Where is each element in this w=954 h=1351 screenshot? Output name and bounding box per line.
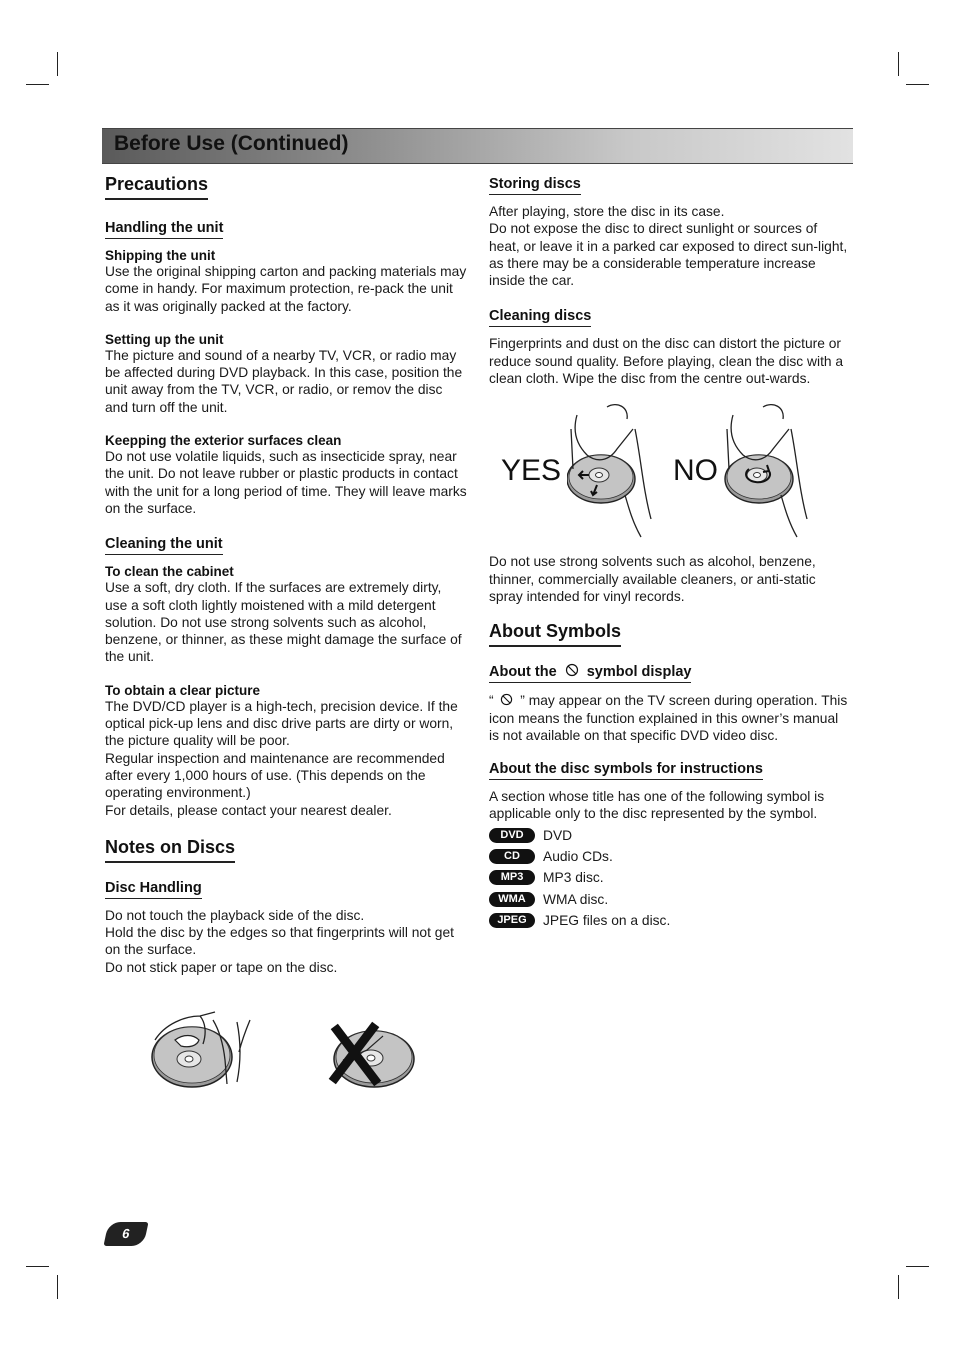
disc-symbols-text: A section whose title has one of the following symbol is applicable only to the disc represented by the symbol. (489, 789, 825, 822)
symbol-label: JPEG files on a disc. (543, 913, 671, 929)
picture-text: For details, please contact your nearest dealer. (105, 802, 392, 818)
dvd-badge: DVD (489, 828, 535, 843)
picture-text: Regular inspection and maintenance are recommended after every 1,000 hours of use. (This depends on the operating environment.) (105, 750, 445, 801)
shipping-text: Use the original shipping carton and packing materials may come in handy. For maximum protection, re-pack the unit as it was originally packed at the factory. (105, 264, 467, 314)
disc-cleaning-correct-icon (567, 399, 667, 539)
crop-mark (57, 52, 58, 76)
crop-mark (898, 1275, 899, 1299)
cleaning-discs-heading: Cleaning discs (489, 308, 591, 327)
exterior-text: Do not use volatile liquids, such as insecticide spray, near the unit. Do not leave rubber or plastic products in contact with the unit for a long period of time. They will leave marks on the surface. (105, 449, 467, 516)
disc-symbol-list (489, 825, 851, 931)
symbol-label: DVD (543, 827, 573, 843)
disc-handling-text: Hold the disc by the edges so that fingerprints will not get on the surface. (105, 925, 454, 958)
storing-text: After playing, store the disc in its case. (489, 204, 725, 219)
symbol-display-text (489, 692, 851, 744)
no-label: NO (673, 454, 718, 488)
cabinet-heading: To clean the cabinet (105, 564, 234, 580)
disc-handling-text: Do not stick paper or tape on the disc. (105, 959, 338, 975)
jpeg-badge: JPEG (489, 913, 535, 928)
picture-heading: To obtain a clear picture (105, 682, 261, 698)
list-item (489, 846, 851, 867)
symbol-label: Audio CDs. (543, 849, 613, 865)
list-item (489, 889, 851, 910)
disc-hold-correct-icon (152, 1012, 250, 1087)
precautions-heading: Precautions (105, 174, 208, 200)
section-banner (102, 128, 853, 164)
disc-cleaning-wrong-icon (723, 399, 823, 539)
exterior-heading: Keepping the exterior surfaces clean (105, 433, 342, 449)
about-symbols-heading: About Symbols (489, 621, 621, 647)
crop-mark (26, 84, 49, 85)
disc-handling-text: Do not touch the playback side of the disc. (105, 907, 365, 923)
picture-text: The DVD/CD player is a high-tech, precision device. If the optical pick-up lens and disc drive parts are dirty or worn, the picture quality will be poor. (105, 698, 458, 749)
yes-no-illustration (489, 399, 851, 549)
setup-heading: Setting up the unit (105, 331, 224, 347)
storing-heading: Storing discs (489, 176, 581, 195)
list-item (489, 867, 851, 888)
mp3-badge: MP3 (489, 870, 535, 885)
crop-mark (898, 52, 899, 76)
shipping-heading: Shipping the unit (105, 248, 216, 263)
right-column (489, 170, 851, 931)
list-item (489, 910, 851, 931)
symbol-display-quote-open: “ (489, 693, 494, 709)
storing-text: Do not expose the disc to direct sunlight or sources of heat, or leave it in a parked car exposed to direct sun-light, as there may be a considerable temperature increase inside the car. (489, 221, 848, 289)
page-title: Before Use (Continued) (114, 132, 349, 155)
page-number: 6 (103, 1222, 148, 1246)
prohibited-icon (500, 693, 513, 706)
disc-symbols-heading: About the disc symbols for instructions (489, 761, 763, 780)
cabinet-text: Use a soft, dry cloth. If the surfaces are extremely dirty, use a soft cloth lightly moistened with a mild detergent solution. Do not use strong solvents such as alcohol, benzene, or thinner, as these might damage the surface of the unit. (105, 580, 462, 665)
prohibited-icon (565, 663, 579, 677)
handling-unit-heading: Handling the unit (105, 220, 223, 239)
symbol-label: WMA disc. (543, 891, 609, 907)
symbol-display-heading-post: symbol display (586, 664, 692, 681)
symbol-display-heading (489, 663, 691, 683)
yes-label: YES (501, 454, 562, 488)
crop-mark (57, 1275, 58, 1299)
symbol-label: MP3 disc. (543, 870, 604, 886)
disc-handling-heading: Disc Handling (105, 880, 202, 899)
solvents-text: Do not use strong solvents such as alcohol, benzene, thinner, commercially available cleaners, or anti-static spray intended for vinyl records. (489, 554, 816, 604)
symbol-display-heading-pre: About the (489, 664, 557, 681)
symbol-display-body: ” may appear on the TV screen during operation. This icon means the function explained in this owner’s manual is not available on that specific DVD video disc. (489, 693, 848, 743)
cleaning-discs-text: Fingerprints and dust on the disc can distort the picture or reduce sound quality. Before playing, clean the disc with a clean cloth. Wipe the disc from the centre out-wards. (489, 336, 844, 387)
cd-badge: CD (489, 849, 535, 864)
disc-hold-wrong-icon (334, 1028, 414, 1087)
crop-mark (906, 84, 929, 85)
list-item (489, 825, 851, 846)
disc-handling-illustration (145, 1002, 425, 1094)
left-column (105, 170, 467, 976)
crop-mark (26, 1266, 49, 1267)
setup-text: The picture and sound of a nearby TV, VCR, or radio may be affected during DVD playback. In this case, position the unit away from the TV, VCR, or radio, or remov the disc and turn off the unit. (105, 347, 463, 415)
cleaning-unit-heading: Cleaning the unit (105, 536, 223, 555)
crop-mark (906, 1266, 929, 1267)
wma-badge: WMA (489, 892, 535, 907)
notes-heading: Notes on Discs (105, 837, 235, 863)
